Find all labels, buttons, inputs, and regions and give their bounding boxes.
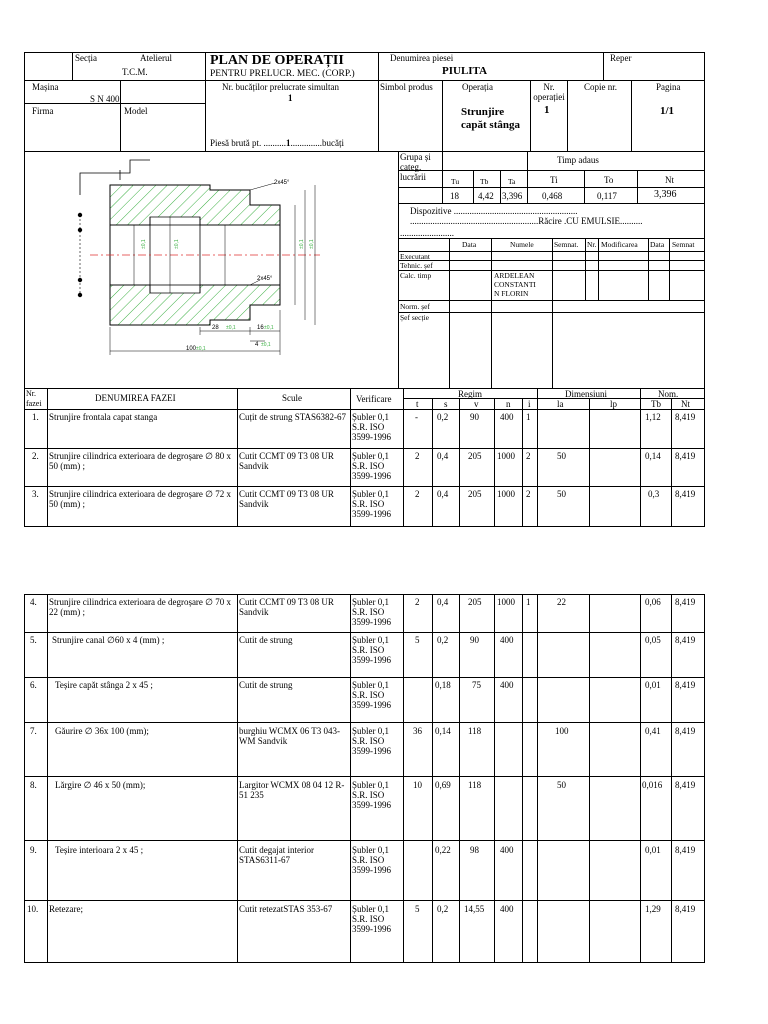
- phase-tb: 0,01: [645, 680, 661, 690]
- header-nr-fazei: Nr. fazei: [26, 389, 42, 408]
- phase-check: Șubler 0,1 S.R. ISO 3599-1996: [352, 780, 391, 810]
- phase-name: Teșire capăt stânga 2 x 45 ;: [55, 680, 153, 690]
- tu-value: 4,42: [478, 191, 494, 201]
- phase-check: Șubler 0,1 S.R. ISO 3599-1996: [352, 489, 391, 519]
- tehnic-sef-label: Tehnic. șef: [400, 261, 433, 270]
- phase-name: Strunjire cilindrica exterioara de degroșare ∅ 80 x 50 (mm) ;: [49, 451, 232, 471]
- phase-t: 5: [415, 904, 420, 914]
- phase-t: 2: [415, 451, 420, 461]
- norm-sef-label: Norm. șef: [400, 302, 430, 311]
- plan-title: PLAN DE OPERAȚII: [210, 53, 344, 68]
- phase-v: 205: [468, 451, 482, 461]
- phase-s: 0,4: [437, 597, 449, 607]
- phase-tb: 0,14: [645, 451, 661, 461]
- dim-100: 100: [186, 346, 197, 352]
- reper-label: Reper: [610, 53, 632, 63]
- phase-tool: Cutit CCMT 09 T3 08 UR Sandvik: [239, 597, 334, 617]
- phase-n: 400: [500, 680, 514, 690]
- phase-name: Strunjire cilindrica exterioara de degroșare ∅ 70 x 22 (mm) ;: [49, 597, 232, 617]
- svg-text:±0,1: ±0,1: [141, 239, 147, 249]
- phase-la: 22: [557, 597, 566, 607]
- phase-tb: 1,12: [645, 412, 661, 422]
- phase-tool: Cutit de strung: [239, 635, 293, 645]
- phase-n: 1000: [497, 489, 515, 499]
- timp-adaus-label: Timp adaus: [557, 155, 599, 165]
- phase-tool: Cutit CCMT 09 T3 08 UR Sandvik: [239, 451, 334, 471]
- grupa-label: Grupa și categ. lucrării: [400, 152, 431, 182]
- atelierul-label: Atelierul: [140, 53, 172, 63]
- semnat2-label: Semnat: [672, 240, 695, 249]
- dispozitive-label: Dispozitive .......................................................: [410, 206, 578, 216]
- to-label: To: [604, 175, 614, 185]
- phase-n: 400: [500, 845, 514, 855]
- phase-t: 2: [415, 597, 420, 607]
- svg-text:±0,1: ±0,1: [196, 346, 206, 352]
- phase-nt: 8,419: [675, 412, 696, 422]
- phase-la: 50: [557, 451, 566, 461]
- operatia-label: Operația: [462, 82, 493, 92]
- phase-i: 1: [526, 597, 531, 607]
- phase-tool: Cutit CCMT 09 T3 08 UR Sandvik: [239, 489, 334, 509]
- phase-check: Șubler 0,1 S.R. ISO 3599-1996: [352, 597, 391, 627]
- masina-value: S N 400: [90, 94, 120, 104]
- atelier-value: T.C.M.: [122, 67, 148, 77]
- header-denumirea: DENUMIREA FAZEI: [95, 393, 176, 403]
- phase-nr: 9.: [30, 845, 37, 855]
- phase-v: 118: [468, 726, 482, 736]
- phase-name: Retezare;: [49, 904, 83, 914]
- name-line-3: N FLORIN: [494, 289, 529, 298]
- phase-check: Șubler 0,1 S.R. ISO 3599-1996: [352, 680, 391, 710]
- pagina-value: 1/1: [660, 105, 675, 117]
- nr-label: Nr.: [587, 240, 597, 249]
- phase-v: 118: [468, 780, 482, 790]
- nt-value: 3,396: [654, 189, 677, 200]
- phase-tool: Cutit retezatSTAS 353-67: [239, 904, 333, 914]
- header-nom: Nom.: [658, 389, 679, 399]
- piesa-bruta: Piesă brută pt. ..........1..............bucăți: [210, 138, 344, 148]
- modificarea-label: Modificarea: [601, 240, 638, 249]
- masina-label: Mașina: [32, 82, 59, 92]
- svg-text:±0,1: ±0,1: [299, 239, 305, 249]
- phase-t: 2: [415, 489, 420, 499]
- phase-i: 2: [526, 489, 531, 499]
- phase-v: 205: [468, 597, 482, 607]
- phase-tool: burghiu WCMX 06 T3 043-WM Sandvik: [239, 726, 341, 746]
- part-drawing: [50, 155, 395, 385]
- dim-4: 4: [255, 342, 259, 348]
- svg-text:±0,1: ±0,1: [174, 239, 180, 249]
- denumirea-label: Denumirea piesei: [390, 53, 454, 63]
- svg-text:±0,1: ±0,1: [264, 325, 274, 331]
- phase-tb: 0,01: [645, 845, 661, 855]
- phase-tool: Cutit degajat interior STAS6311-67: [239, 845, 314, 865]
- header-i: i: [528, 399, 531, 409]
- phase-name: Strunjire canal ∅60 x 4 (mm) ;: [52, 635, 165, 645]
- phase-name: Găurire ∅ 36x 100 (mm);: [55, 726, 149, 736]
- calc-timp-label: Calc. timp: [400, 271, 432, 280]
- phase-n: 1000: [497, 597, 515, 607]
- phase-nt: 8,419: [675, 680, 696, 690]
- phase-s: 0,22: [435, 845, 451, 855]
- phase-nt: 8,419: [675, 489, 696, 499]
- ti-label: Ti: [550, 175, 558, 185]
- phase-check: Șubler 0,1 S.R. ISO 3599-1996: [352, 845, 391, 875]
- phase-nt: 8,419: [675, 904, 696, 914]
- numele-label: Numele: [510, 240, 534, 249]
- dim-16: 16: [257, 325, 264, 331]
- simbol-label: Simbol produs: [380, 82, 433, 92]
- phase-v: 98: [470, 845, 479, 855]
- header-dimensiuni: Dimensiuni: [565, 389, 607, 399]
- phase-nr: 4.: [30, 597, 37, 607]
- ta-label: Ta: [508, 177, 516, 186]
- ti-value: 0,468: [542, 191, 563, 201]
- phase-s: 0,4: [437, 451, 449, 461]
- phase-nr: 7.: [30, 726, 37, 736]
- nr-operatiei-value: 1: [544, 104, 550, 116]
- phase-v: 90: [470, 412, 479, 422]
- header-t: t: [416, 399, 419, 409]
- phase-tool: Cuțit de strung STAS6382-67: [239, 412, 347, 422]
- chamfer-label-mid: 2x45°: [257, 276, 273, 282]
- plan-subtitle: PENTRU PRELUCR. MEC. (CORP.): [210, 69, 355, 79]
- header-s: s: [444, 399, 448, 409]
- phase-nr: 1.: [32, 412, 39, 422]
- phase-t: 5: [415, 635, 420, 645]
- phase-v: 14,55: [464, 904, 485, 914]
- phase-n: 400: [500, 412, 514, 422]
- phase-name: Strunjire cilindrica exterioara de degroșare ∅ 72 x 50 (mm) ;: [49, 489, 232, 509]
- phase-nt: 8,419: [675, 845, 696, 855]
- phase-name: Teșire interioara 2 x 45 ;: [55, 845, 144, 855]
- phase-i: 2: [526, 451, 531, 461]
- phase-nt: 8,419: [675, 451, 696, 461]
- tb-label: Tb: [480, 177, 489, 186]
- operatia-value: Strunjire capăt stânga: [461, 106, 520, 131]
- phase-nr: 8.: [30, 780, 37, 790]
- tu-label: Tu: [451, 177, 460, 186]
- phase-tb: 0,06: [645, 597, 661, 607]
- grupa-value: 18: [450, 191, 459, 201]
- phase-check: Șubler 0,1 S.R. ISO 3599-1996: [352, 412, 391, 442]
- phase-check: Șubler 0,1 S.R. ISO 3599-1996: [352, 904, 391, 934]
- to-value: 0,117: [597, 191, 617, 201]
- phase-t: 36: [413, 726, 422, 736]
- phase-check: Șubler 0,1 S.R. ISO 3599-1996: [352, 635, 391, 665]
- header-v: v: [474, 399, 479, 409]
- phase-s: 0,2: [437, 412, 449, 422]
- phase-nr: 3.: [32, 489, 39, 499]
- phase-v: 205: [468, 489, 482, 499]
- phase-la: 50: [557, 780, 566, 790]
- phase-nr: 2.: [32, 451, 39, 461]
- copie-label: Copie nr.: [584, 82, 617, 92]
- header-la: la: [557, 399, 564, 409]
- header-verificare: Verificare: [356, 394, 392, 404]
- phase-tb: 1,29: [645, 904, 661, 914]
- phase-t: -: [415, 412, 418, 422]
- pagina-label: Pagina: [656, 82, 681, 92]
- header-tb: Tb: [651, 399, 661, 409]
- phase-la: 50: [557, 489, 566, 499]
- phase-tb: 0,3: [648, 489, 660, 499]
- phase-nr: 5.: [30, 635, 37, 645]
- phase-s: 0,4: [437, 489, 449, 499]
- header-scule: Scule: [282, 393, 302, 403]
- phase-nt: 8,419: [675, 726, 696, 736]
- phase-t: 10: [413, 780, 422, 790]
- chamfer-label-top: 2x45°: [274, 180, 290, 186]
- racire-label: .........................................................Răcire .CU EMULSIE..........: [410, 216, 643, 226]
- tb-value: 3,396: [502, 191, 523, 201]
- name-line-1: ARDELEAN: [494, 271, 535, 280]
- phase-s: 0,14: [435, 726, 451, 736]
- phase-check: Șubler 0,1 S.R. ISO 3599-1996: [352, 451, 391, 481]
- data-label: Data: [462, 240, 477, 249]
- phase-nr: 10.: [27, 904, 39, 914]
- header-n: n: [506, 399, 511, 409]
- sectia-label: Secția: [75, 53, 97, 63]
- phase-tb: 0,41: [645, 726, 661, 736]
- header-regim: Regim: [458, 389, 482, 399]
- nr-bucati-label: Nr. bucăților prelucrate simultan: [222, 82, 339, 92]
- model-label: Model: [124, 106, 148, 116]
- phase-s: 0,2: [437, 904, 449, 914]
- phase-n: 400: [500, 635, 514, 645]
- phase-tb: 0,05: [645, 635, 661, 645]
- svg-text:±0,1: ±0,1: [226, 325, 236, 331]
- data2-label: Data: [650, 240, 665, 249]
- nr-operatiei-label: Nr. operației: [533, 82, 565, 102]
- phase-nt: 8,419: [675, 635, 696, 645]
- phase-v: 75: [472, 680, 481, 690]
- phase-tb: 0,016: [642, 780, 663, 790]
- phase-name: Strunjire frontala capat stanga: [49, 412, 158, 422]
- phase-n: 1000: [497, 451, 515, 461]
- phase-s: 0,2: [437, 635, 449, 645]
- header-nt: Nt: [681, 399, 690, 409]
- name-line-2: CONSTANTI: [494, 280, 536, 289]
- nt-label: Nt: [665, 175, 674, 185]
- header-lp: lp: [610, 399, 618, 409]
- phase-check: Șubler 0,1 S.R. ISO 3599-1996: [352, 726, 391, 756]
- executant-label: Executant: [400, 252, 430, 261]
- dim-28: 28: [212, 325, 219, 331]
- phase-n: 400: [500, 904, 514, 914]
- phase-name: Lărgire ∅ 46 x 50 (mm);: [55, 780, 146, 790]
- sef-sectie-label: Șef secție: [400, 313, 429, 322]
- phase-tool: Cutit de strung: [239, 680, 293, 690]
- phase-s: 0,18: [435, 680, 451, 690]
- phase-nt: 8,419: [675, 597, 696, 607]
- phase-nr: 6.: [30, 680, 37, 690]
- nr-bucati-value: 1: [288, 93, 293, 103]
- phase-la: 100: [555, 726, 569, 736]
- svg-text:±0,1: ±0,1: [261, 342, 271, 348]
- dispozitive-dots: ........................: [400, 228, 454, 238]
- phase-s: 0,69: [435, 780, 451, 790]
- svg-text:±0,1: ±0,1: [309, 239, 315, 249]
- semnat-label: Semnat.: [554, 240, 579, 249]
- phase-nt: 8,419: [675, 780, 696, 790]
- phase-v: 90: [470, 635, 479, 645]
- firma-label: Firma: [32, 106, 54, 116]
- denumirea-value: PIULITA: [442, 65, 488, 77]
- phase-i: 1: [526, 412, 531, 422]
- phase-tool: Largitor WCMX 08 04 12 R-51 235: [239, 780, 345, 800]
